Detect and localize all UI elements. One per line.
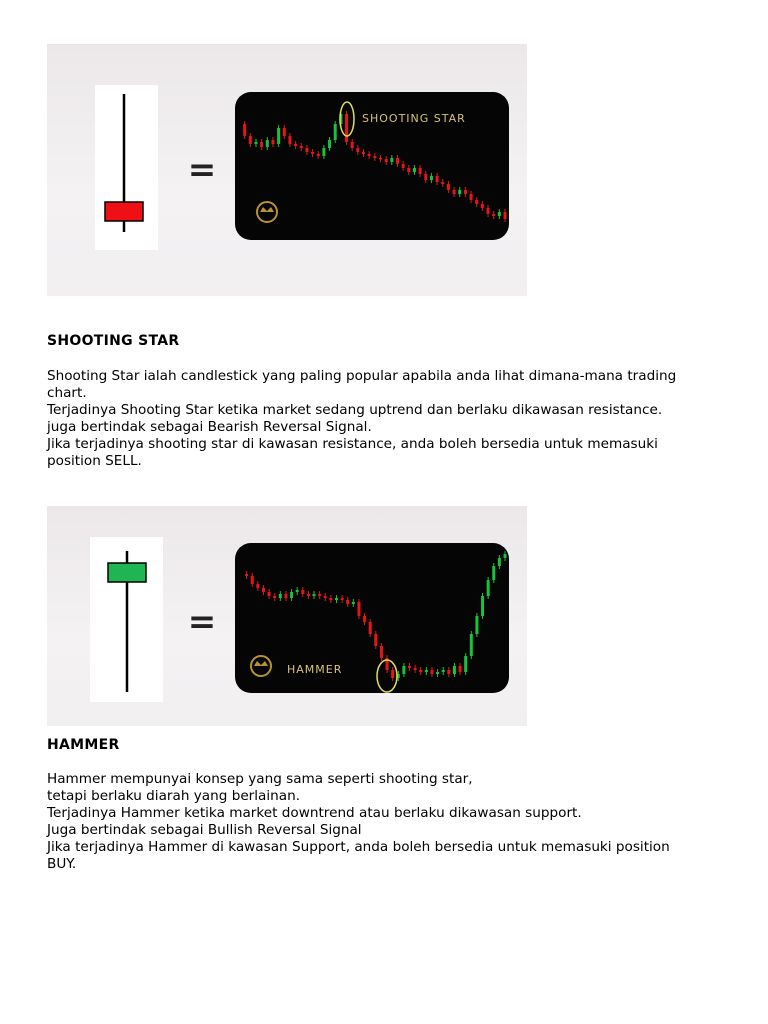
candle-body: [470, 634, 473, 656]
candle-body: [402, 164, 405, 168]
candle-body: [369, 622, 372, 634]
section-title: SHOOTING STAR: [47, 333, 180, 349]
candle-body: [413, 168, 416, 172]
candle-body: [271, 140, 274, 144]
candle-body: [419, 670, 422, 672]
candle-body: [357, 602, 360, 616]
candle-body: [396, 158, 399, 164]
candle-body: [402, 666, 405, 674]
section-title: HAMMER: [47, 737, 120, 753]
candle-body: [254, 142, 257, 144]
candle-body: [492, 566, 495, 580]
paragraph-line: BUY.: [47, 856, 77, 872]
equals-sign: =: [187, 150, 217, 190]
paragraph-line: Jika terjadinya Hammer di kawasan Support, anda boleh bersedia untuk memasuki position: [47, 839, 670, 855]
section-paragraph: [47, 368, 727, 470]
candle-body: [243, 124, 246, 136]
paragraph-line: chart.: [47, 385, 87, 401]
candle-body: [441, 182, 444, 184]
candle-body: [277, 128, 280, 144]
chart-label: SHOOTING STAR: [362, 112, 466, 125]
candle-body: [245, 574, 248, 576]
candle-body: [385, 159, 388, 162]
candle-body: [424, 174, 427, 180]
candle-body: [301, 590, 304, 594]
candle-body: [317, 154, 320, 156]
candle-body: [390, 158, 393, 162]
candle-body: [256, 584, 259, 588]
candle-body: [481, 204, 484, 208]
candle-body: [328, 140, 331, 148]
candle-body: [322, 148, 325, 156]
paragraph-line: Hammer mempunyai konsep yang sama seperti shooting star,: [47, 771, 473, 787]
candle-body: [334, 124, 337, 140]
candle-body: [311, 152, 314, 154]
candle-body: [268, 592, 271, 596]
candle-body: [362, 152, 365, 154]
candle-body: [345, 114, 348, 142]
candle-body: [492, 214, 495, 216]
candle-body: [356, 148, 359, 152]
candle-body: [283, 128, 286, 136]
candle-body: [458, 190, 461, 194]
candle-body: [341, 598, 344, 600]
candle-body: [313, 594, 316, 596]
candle-body: [475, 616, 478, 634]
candle-body: [266, 140, 269, 147]
candle-body: [442, 670, 445, 672]
candle-body: [318, 594, 321, 596]
candle-body: [425, 670, 428, 672]
candle-body: [419, 168, 422, 174]
candle-body: [324, 596, 327, 598]
candle-body: [363, 616, 366, 622]
candle-body: [453, 666, 456, 674]
candle-body: [335, 598, 338, 600]
candle-body: [453, 190, 456, 194]
hammer-figure: [47, 506, 527, 726]
candle-body: [487, 580, 490, 596]
candle-body: [504, 212, 507, 219]
paragraph-line: Juga bertindak sebagai Bullish Reversal Signal: [47, 822, 362, 838]
paragraph-line: juga bertindak sebagai Bearish Reversal Signal.: [47, 419, 372, 435]
candle-body: [379, 158, 382, 160]
candle-body: [288, 136, 291, 144]
candle-body: [352, 602, 355, 604]
candle-body: [464, 190, 467, 194]
paragraph-line: Terjadinya Hammer ketika market downtrend atau berlaku dikawasan support.: [47, 805, 582, 821]
hammer-candle-body: [108, 563, 146, 582]
candle-body: [407, 168, 410, 172]
candle-body: [307, 594, 310, 596]
paragraph-line: position SELL.: [47, 453, 142, 469]
shooting-star-figure: [47, 44, 527, 296]
candle-body: [475, 200, 478, 204]
paragraph-line: Terjadinya Shooting Star ketika market sedang uptrend dan berlaku dikawasan resistance.: [47, 402, 663, 418]
section-paragraph: [47, 771, 727, 873]
candle-body: [300, 146, 303, 148]
candle-body: [414, 668, 417, 670]
candle-body: [346, 600, 349, 604]
candle-body: [464, 656, 467, 672]
candle-body: [294, 144, 297, 146]
candle-body: [504, 554, 507, 558]
candle-body: [249, 136, 252, 144]
candle-body: [430, 670, 433, 674]
shooting-star-illustration: [47, 44, 527, 296]
candle-body: [470, 194, 473, 200]
candle-body: [329, 598, 332, 600]
candle-body: [498, 558, 501, 566]
candle-body: [260, 142, 263, 147]
candle-body: [373, 156, 376, 158]
candle-body: [391, 670, 394, 678]
candle-body: [284, 594, 287, 598]
candle-body: [430, 176, 433, 180]
candle-body: [351, 142, 354, 148]
candle-body: [380, 646, 383, 658]
candle-body: [296, 590, 299, 592]
candle-body: [481, 596, 484, 616]
chart-label: HAMMER: [287, 663, 343, 676]
candle-body: [436, 176, 439, 182]
candle-body: [436, 672, 439, 674]
equals-sign: =: [187, 602, 217, 642]
shooting-star-candle-body: [105, 202, 143, 221]
candle-body: [279, 594, 282, 598]
paragraph-line: Jika terjadinya shooting star di kawasan resistance, anda boleh bersedia untuk memasuki: [47, 436, 658, 452]
candle-body: [487, 208, 490, 214]
candle-body: [447, 184, 450, 190]
paragraph-line: tetapi berlaku diarah yang berlainan.: [47, 788, 301, 804]
candle-body: [447, 670, 450, 674]
candle-body: [459, 666, 462, 672]
candle-body: [251, 576, 254, 584]
candle-body: [262, 588, 265, 592]
candle-body: [273, 596, 276, 598]
chart-panel: [235, 543, 509, 693]
candle-body: [498, 212, 501, 216]
single-candle-card: [95, 85, 158, 250]
hammer-illustration: [47, 506, 527, 726]
candle-body: [290, 592, 293, 598]
candle-body: [408, 666, 411, 668]
candle-body: [374, 634, 377, 646]
candle-body: [305, 148, 308, 152]
paragraph-line: Shooting Star ialah candlestick yang paling popular apabila anda lihat dimana-mana trading: [47, 368, 677, 384]
candle-body: [368, 154, 371, 156]
